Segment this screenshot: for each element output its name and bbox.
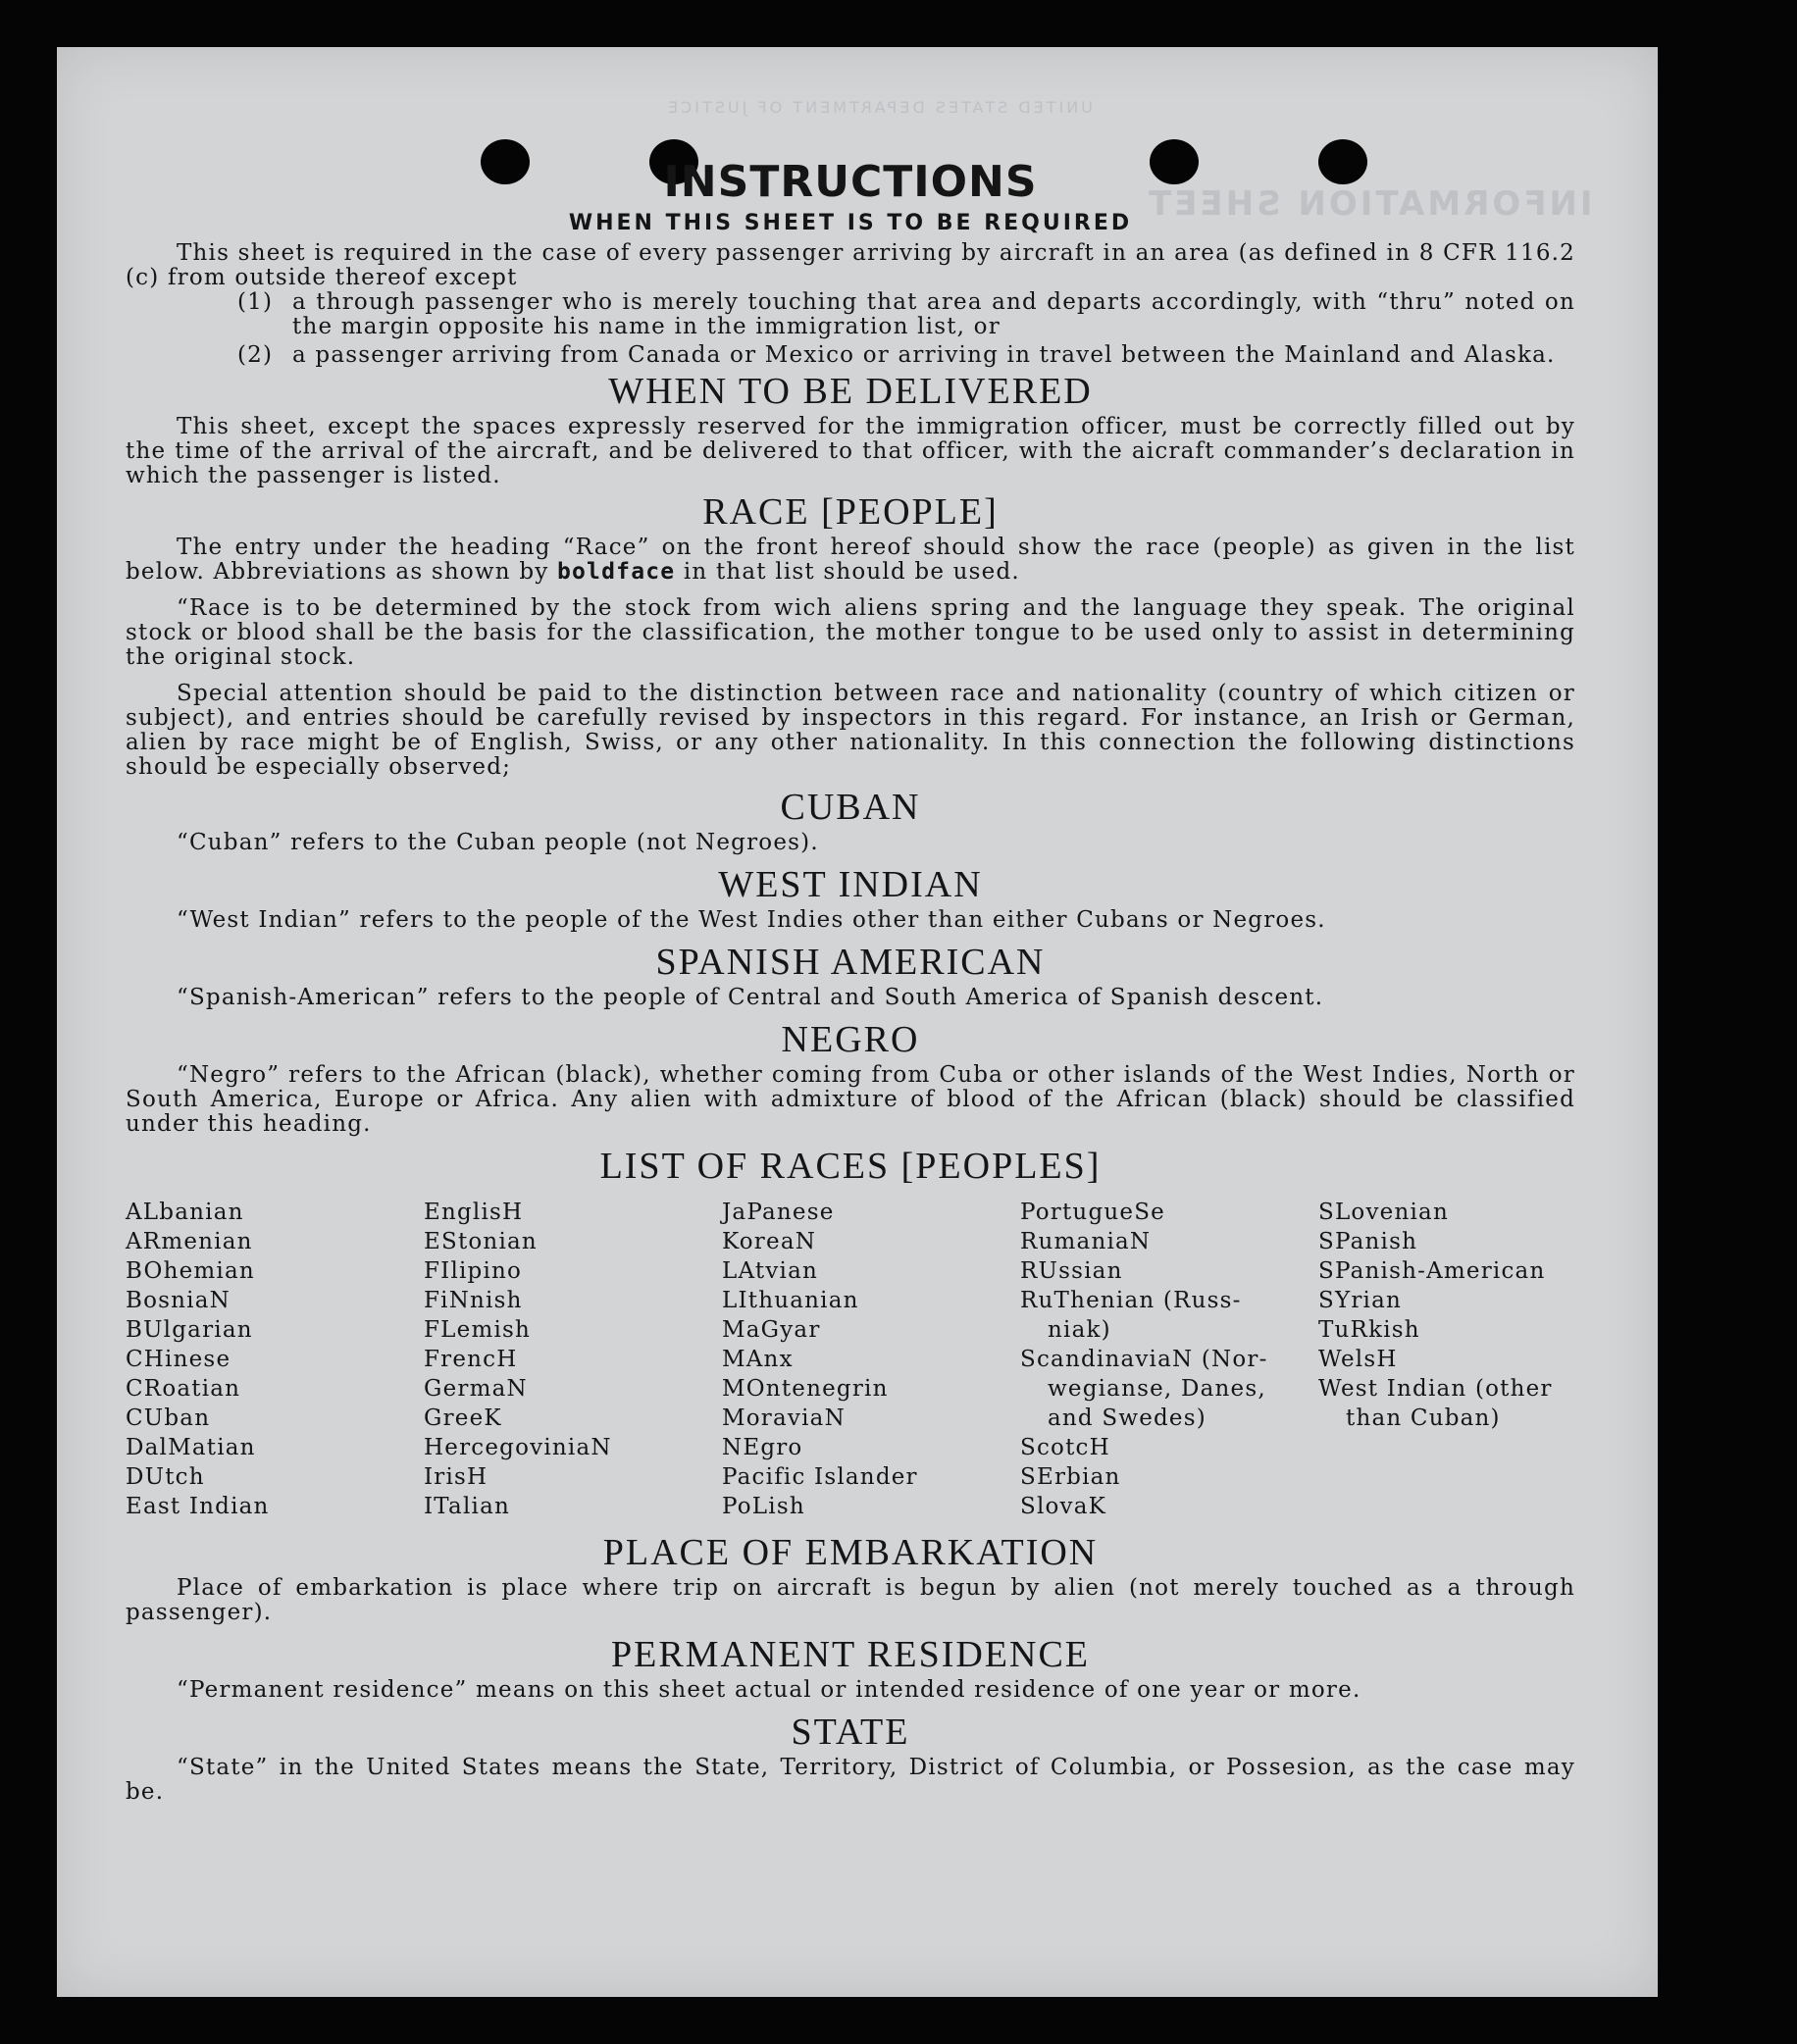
section-heading-races-list: LIST OF RACES [PEOPLES]	[599, 1146, 1102, 1187]
section-heading-cuban: CUBAN	[780, 787, 921, 828]
races-column-3	[722, 1198, 1020, 1521]
race-p1-start: The entry under the heading “Race” on the front hereof should show the race (people) as given in the list below. Abbreviations as shown by	[126, 535, 1575, 585]
race-entry: TuRkish	[1318, 1317, 1420, 1343]
race-entry: EnglisH	[424, 1200, 524, 1225]
race-entry: ITalian	[424, 1494, 510, 1519]
race-entry: SlovaK	[1020, 1494, 1107, 1519]
section-heading-residence: PERMANENT RESIDENCE	[610, 1634, 1091, 1675]
race-entry: West Indian (other	[1318, 1376, 1553, 1402]
race-entry-continuation: than Cuban)	[1346, 1405, 1501, 1431]
exception-text: a passenger arriving from Canada or Mexico or arriving in travel between the Mainland and Alaska.	[292, 342, 1556, 368]
page-title: INSTRUCTIONS	[663, 157, 1038, 207]
section-heading-embarkation: PLACE OF EMBARKATION	[602, 1532, 1099, 1573]
race-entry: Pacific Islander	[722, 1464, 918, 1490]
negro-text: “Negro” refers to the African (black), whether coming from Cuba or other islands of the West Indies, North or South America, Europe or Africa. Any alien with admixture of blood of the African (black) should be classified under this heading.	[126, 1062, 1575, 1137]
spanish-american-text: “Spanish-American” refers to the people of Central and South America of Spanish descent.	[177, 985, 1324, 1010]
race-entry: CHinese	[126, 1347, 231, 1372]
race-entry: SPanish	[1318, 1229, 1418, 1254]
residence-text: “Permanent residence” means on this sheet actual or intended residence of one year or more.	[177, 1677, 1361, 1703]
race-entry: NEgro	[722, 1435, 803, 1460]
bleed-through-text: INFORMATION SHEET	[1146, 184, 1593, 224]
race-entry: ScotcH	[1020, 1435, 1110, 1460]
race-entry: SYrian	[1318, 1288, 1403, 1313]
race-entry: CUban	[126, 1405, 211, 1431]
race-entry: MOntenegrin	[722, 1376, 889, 1402]
race-entry: GreeK	[424, 1405, 502, 1431]
race-entry: CRoatian	[126, 1376, 241, 1402]
race-entry: SLovenian	[1318, 1200, 1449, 1225]
section-heading-spanish-american: SPANISH AMERICAN	[655, 942, 1046, 983]
race-entry: RumaniaN	[1020, 1229, 1152, 1254]
race-entry: ALbanian	[126, 1200, 244, 1225]
cuban-text: “Cuban” refers to the Cuban people (not Negroes).	[177, 830, 819, 855]
exception-number: (2)	[237, 342, 274, 368]
race-paragraph-2: “Race is to be determined by the stock from wich aliens spring and the language they speak. The original stock or blood shall be the basis for the classification, the mother tongue to be used only to assist in determining the original stock.	[126, 595, 1575, 670]
race-entry: EStonian	[424, 1229, 538, 1254]
races-list	[126, 1198, 1575, 1521]
race-entry: BOhemian	[126, 1258, 255, 1284]
race-entry: MoraviaN	[722, 1405, 846, 1431]
race-entry: ScandinaviaN (Nor-	[1020, 1347, 1268, 1372]
race-entry: SPanish-American	[1318, 1258, 1546, 1284]
west-indian-text: “West Indian” refers to the people of the West Indies other than either Cubans or Negroes.	[177, 907, 1326, 933]
race-entry-continuation: and Swedes)	[1048, 1405, 1207, 1431]
race-p1-end: in that list should be used.	[683, 559, 1020, 585]
race-entry: PoLish	[722, 1494, 805, 1519]
section-heading-west-indian: WEST INDIAN	[718, 864, 983, 905]
race-entry: LAtvian	[722, 1258, 818, 1284]
race-entry: JaPanese	[722, 1200, 835, 1225]
instructions-content	[126, 155, 1575, 1805]
race-entry: KoreaN	[722, 1229, 817, 1254]
race-entry: FIlipino	[424, 1258, 523, 1284]
race-entry: RUssian	[1020, 1258, 1123, 1284]
exception-text: a through passenger who is merely touching that area and departs accordingly, with “thru” noted on the margin opposite his name in the immigration list, or	[292, 289, 1575, 339]
race-entry: WelsH	[1318, 1347, 1398, 1372]
race-entry: MaGyar	[722, 1317, 821, 1343]
race-entry: HercegoviniaN	[424, 1435, 612, 1460]
page-subtitle: WHEN THIS SHEET IS TO BE REQUIRED	[568, 211, 1133, 235]
section-heading-race: RACE [PEOPLE]	[702, 491, 999, 533]
section-heading-state: STATE	[791, 1712, 910, 1753]
state-text: “State” in the United States means the State, Territory, District of Columbia, or Possesion, as the case may be.	[126, 1755, 1575, 1805]
race-entry: SErbian	[1020, 1464, 1121, 1490]
delivered-text: This sheet, except the spaces expressly reserved for the immigration officer, must be correctly filled out by the time of the arrival of the aircraft, and be delivered to that officer, with the aicraft commander’s declaration in which the passenger is listed.	[126, 414, 1575, 488]
bleed-through-text: UNITED STATES DEPARTMENT OF JUSTICE	[665, 98, 1093, 117]
race-entry: BUlgarian	[126, 1317, 253, 1343]
race-entry: FiNnish	[424, 1288, 523, 1313]
race-entry: PortugueSe	[1020, 1200, 1165, 1225]
exception-item	[126, 343, 1575, 368]
race-paragraph-3: Special attention should be paid to the distinction between race and nationality (country of which citizen or subject), and entries should be carefully revised by inspectors in this regard. For instance, an Irish or German, alien by race might be of English, Swiss, or any other nationality. In this connection the following distinctions should be especially observed;	[126, 681, 1575, 780]
race-p1-boldface: boldface	[556, 559, 676, 585]
races-column-5	[1318, 1198, 1617, 1521]
race-entry: MAnx	[722, 1347, 794, 1372]
races-column-4	[1020, 1198, 1318, 1521]
races-column-2	[424, 1198, 722, 1521]
embarkation-text: Place of embarkation is place where trip on aircraft is begun by alien (not merely touched as a through passenger).	[126, 1575, 1575, 1625]
race-entry-continuation: wegianse, Danes,	[1048, 1376, 1266, 1402]
race-entry: RuThenian (Russ-	[1020, 1288, 1242, 1313]
race-entry-continuation: niak)	[1048, 1317, 1111, 1343]
race-entry: DalMatian	[126, 1435, 256, 1460]
race-entry: FLemish	[424, 1317, 532, 1343]
race-entry: IrisH	[424, 1464, 488, 1490]
section-heading-negro: NEGRO	[781, 1019, 920, 1060]
race-entry: FrencH	[424, 1347, 518, 1372]
race-entry: GermaN	[424, 1376, 528, 1402]
required-intro: This sheet is required in the case of every passenger arriving by aircraft in an area (as defined in 8 CFR 116.2 (c) from outside thereof except	[126, 240, 1575, 290]
race-entry: BosniaN	[126, 1288, 231, 1313]
exception-number: (1)	[237, 289, 274, 315]
race-entry: ARmenian	[126, 1229, 253, 1254]
race-paragraph-1	[126, 536, 1575, 585]
race-entry: East Indian	[126, 1494, 270, 1519]
race-entry: LIthuanian	[722, 1288, 859, 1313]
races-column-1	[126, 1198, 424, 1521]
race-entry: DUtch	[126, 1464, 205, 1490]
exception-item	[126, 290, 1575, 339]
section-heading-delivered: WHEN TO BE DELIVERED	[608, 371, 1093, 412]
